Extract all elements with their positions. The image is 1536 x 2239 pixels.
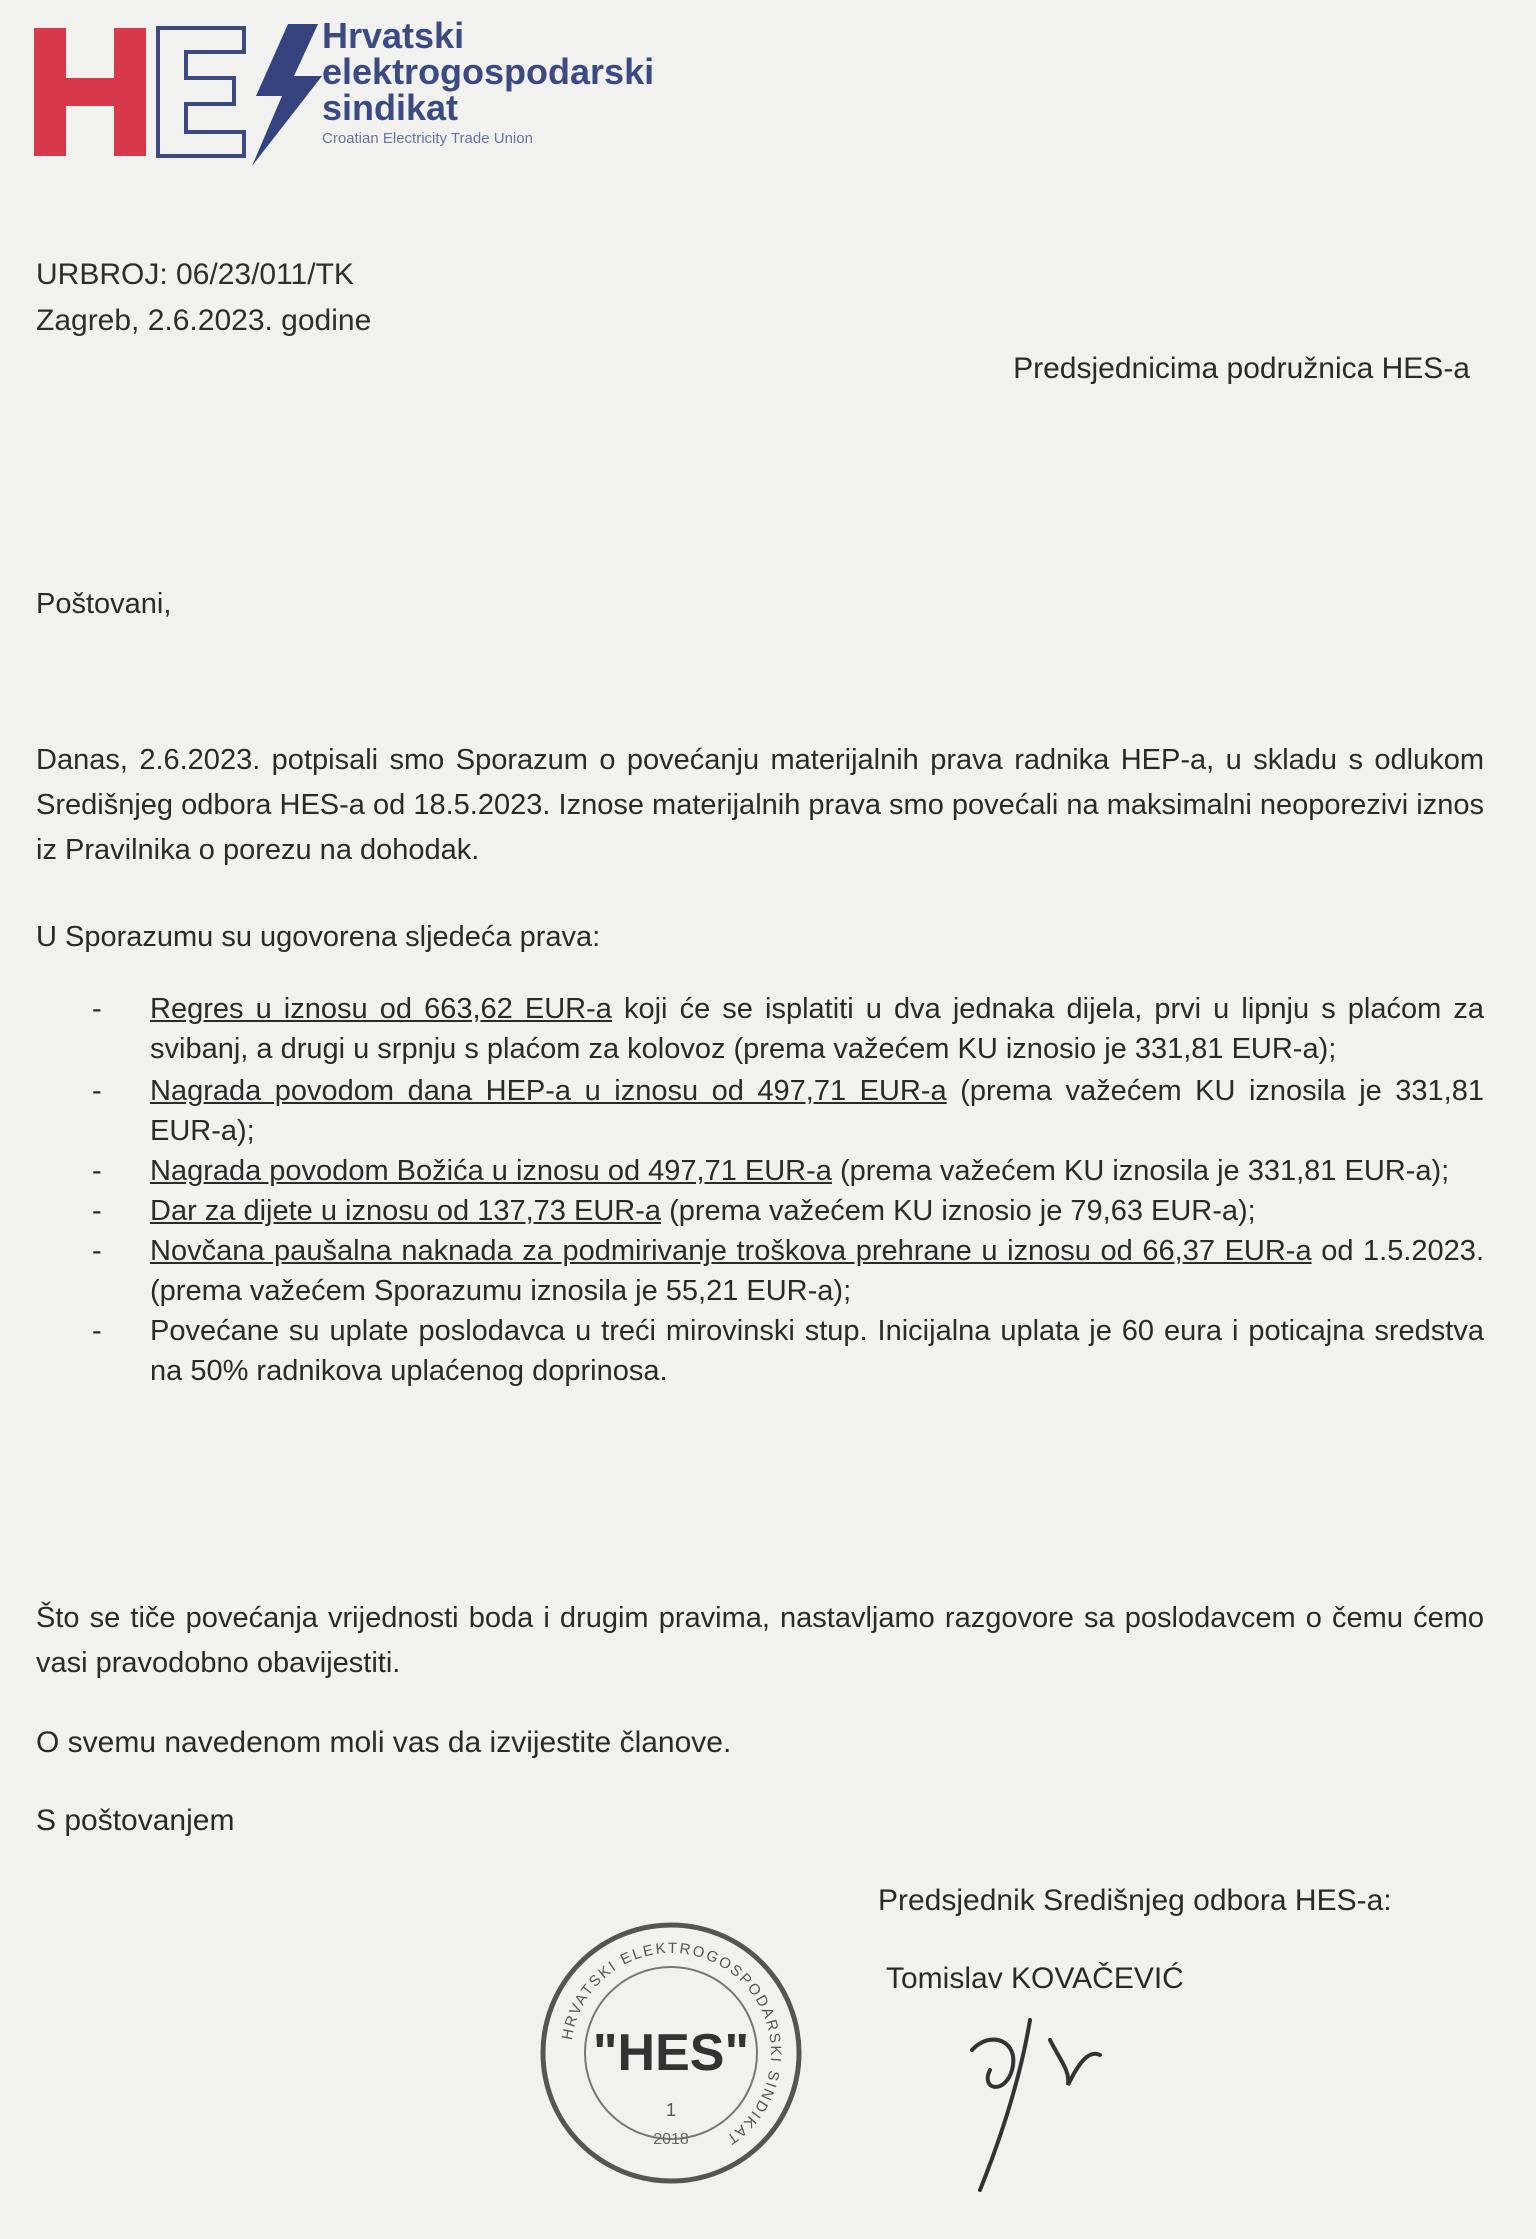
right-title: Novčana paušalna naknada za podmirivanje troškova prehrane u iznosu od 66,37 EUR-a (150, 1235, 1312, 1267)
org-name-line-3: sindikat (322, 87, 459, 128)
right-detail: od 1.5.2023. (prema važećem Sporazumu iznosila je 55,21 EUR-a); (150, 1235, 1484, 1307)
hes-logo (30, 18, 330, 168)
right-detail: Povećane su uplate poslodavca u treći mirovinski stup. Inicijalna uplata je 60 eura i poticajna sredstva na 50% radnikova uplaćenog doprinosa. (150, 1315, 1484, 1387)
bullet-dash: - (92, 993, 102, 1025)
stamp-center-text: "HES" (592, 2024, 750, 2082)
salutation: Poštovani, (36, 588, 172, 620)
list-item (36, 1311, 1484, 1391)
intro-paragraph (36, 738, 1484, 873)
logo-e (158, 28, 244, 156)
right-title: Dar za dijete u iznosu od 137,73 EUR-a (150, 1195, 662, 1227)
reference-number: URBROJ: 06/23/011/TK (36, 258, 354, 291)
bullet-dash: - (92, 1155, 102, 1187)
right-title: Nagrada povodom Božića u iznosu od 497,71 EUR-a (150, 1155, 832, 1187)
stamp-seal (536, 1918, 806, 2188)
org-name-line-2: elektrogospodarski (322, 51, 655, 92)
rights-list (36, 989, 1484, 1391)
right-detail: koji će se isplatiti u dva jednaka dijela, prvi u lipnju s plaćom za svibanj, a drugi u srpnju s plaćom za kolovoz (prema važećem KU iznosio je 331,81 EUR-a); (150, 993, 1484, 1065)
stamp-year: 2018 (653, 2131, 689, 2148)
right-title: Regres u iznosu od 663,62 EUR-a (150, 993, 612, 1025)
org-name-block (322, 15, 655, 147)
bullet-dash: - (92, 1195, 102, 1227)
org-english-name: Croatian Electricity Trade Union (322, 130, 533, 147)
list-item (36, 1231, 1484, 1311)
stamp-number: 1 (665, 2100, 677, 2120)
bullet-dash: - (92, 1235, 102, 1267)
right-detail: (prema važećem KU iznosila je 331,81 EUR-a); (831, 1155, 1450, 1187)
followup-paragraph (36, 1596, 1484, 1686)
handwritten-signature (950, 2000, 1120, 2200)
bullet-dash: - (92, 1075, 102, 1107)
followup-text: Što se tiče povećanja vrijednosti boda i drugim pravima, nastavljamo razgovore sa poslodavcem o čemu ćemo vasi pravodobno obavijestiti. (36, 1602, 1484, 1679)
signer-title: Predsjednik Središnjeg odbora HES-a: (878, 1884, 1392, 1917)
date-place: Zagreb, 2.6.2023. godine (36, 304, 372, 337)
list-item (36, 1151, 1484, 1191)
right-title: Nagrada povodom dana HEP-a u iznosu od 497,71 EUR-a (150, 1075, 947, 1107)
request-line: O svemu navedenom moli vas da izvijestite članove. (36, 1726, 732, 1759)
intro-text: Danas, 2.6.2023. potpisali smo Sporazum o povećanju materijalnih prava radnika HEP-a, u skladu s odlukom Središnjeg odbora HES-a od 18.5.2023. Iznose materijalnih prava smo povećali na maksimalni neoporezivi iznos iz Pravilnika o porezu na dohodak. (36, 744, 1484, 866)
list-item (36, 1071, 1484, 1151)
logo-bolt (252, 24, 322, 166)
closing-line: S poštovanjem (36, 1804, 235, 1837)
logo-h-bar (34, 78, 146, 106)
list-item (36, 1191, 1484, 1231)
stamp-ring-text: HRVATSKI ELEKTROGOSPODARSKI SINDIKAT (558, 1939, 785, 2149)
list-item (36, 989, 1484, 1069)
rights-intro: U Sporazumu su ugovorena sljedeća prava: (36, 921, 601, 953)
right-detail: (prema važećem KU iznosila je 331,81 EUR-a); (150, 1075, 1484, 1147)
org-name-line-1: Hrvatski (322, 15, 465, 56)
signer-name: Tomislav KOVAČEVIĆ (886, 1962, 1184, 1995)
right-detail: (prema važećem KU iznosio je 79,63 EUR-a); (661, 1195, 1256, 1227)
bullet-dash: - (92, 1315, 102, 1347)
addressee: Predsjednicima podružnica HES-a (1013, 352, 1470, 385)
